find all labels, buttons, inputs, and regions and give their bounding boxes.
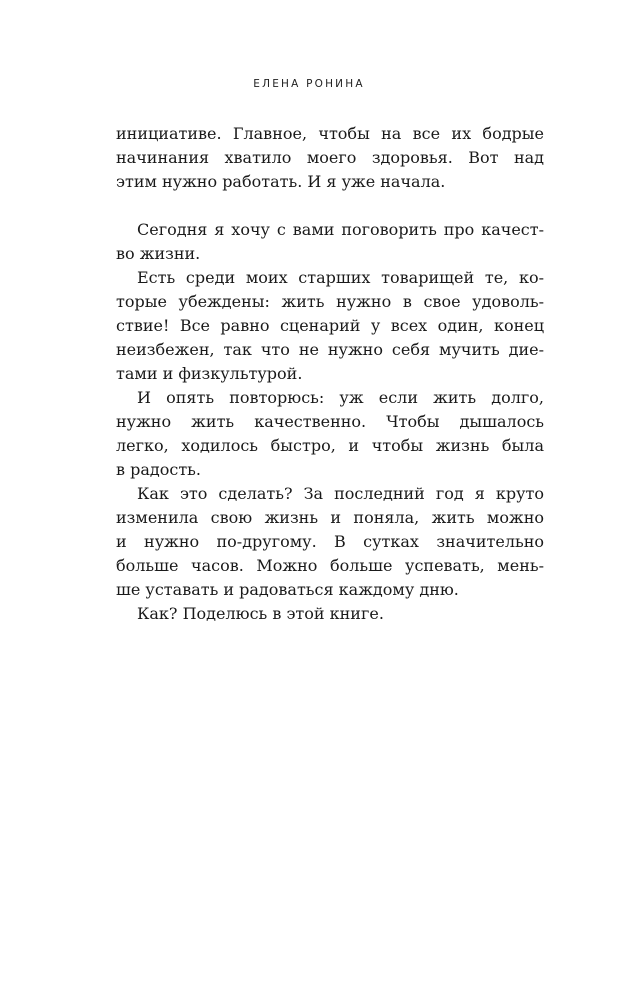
text-line: ствие! Все равно сценарий у всех один, конец <box>116 316 544 335</box>
paragraph <box>116 602 544 626</box>
paragraph <box>116 218 544 266</box>
text-line: этим нужно работать. И я уже начала. <box>116 172 446 191</box>
text-line: Как? Поделюсь в этой книге. <box>137 604 384 623</box>
text-line: тами и физкультурой. <box>116 364 303 383</box>
text-line: ше уставать и радоваться каждому дню. <box>116 580 459 599</box>
paragraph <box>116 122 544 194</box>
running-head: ЕЛЕНА РОНИНА <box>253 78 365 90</box>
text-line: Как это сделать? За последний год я круто <box>137 484 544 503</box>
text-line: Сегодня я хочу с вами поговорить про качест- <box>137 220 544 239</box>
paragraph <box>116 482 544 602</box>
text-line: в радость. <box>116 460 201 479</box>
paragraph <box>116 266 544 386</box>
body-text <box>116 122 544 626</box>
text-line: изменила свою жизнь и поняла, жить можно <box>116 508 544 527</box>
text-line: во жизни. <box>116 244 201 263</box>
text-line: и нужно по-другому. В сутках значительно <box>116 532 544 551</box>
paragraph-spacer <box>116 194 544 218</box>
text-line: неизбежен, так что не нужно себя мучить дие- <box>116 340 544 359</box>
text-line: больше часов. Можно больше успевать, мень- <box>116 556 544 575</box>
text-line: торые убеждены: жить нужно в свое удоволь- <box>116 292 544 311</box>
text-line: И опять повторюсь: уж если жить долго, <box>137 388 544 407</box>
text-line: начинания хватило моего здоровья. Вот над <box>116 148 544 167</box>
text-line: легко, ходилось быстро, и чтобы жизнь была <box>116 436 544 455</box>
text-line: нужно жить качественно. Чтобы дышалось <box>116 412 544 431</box>
paragraph <box>116 386 544 482</box>
text-line: Есть среди моих старших товарищей те, ко- <box>137 268 544 287</box>
text-line: инициативе. Главное, чтобы на все их бодрые <box>116 124 544 143</box>
